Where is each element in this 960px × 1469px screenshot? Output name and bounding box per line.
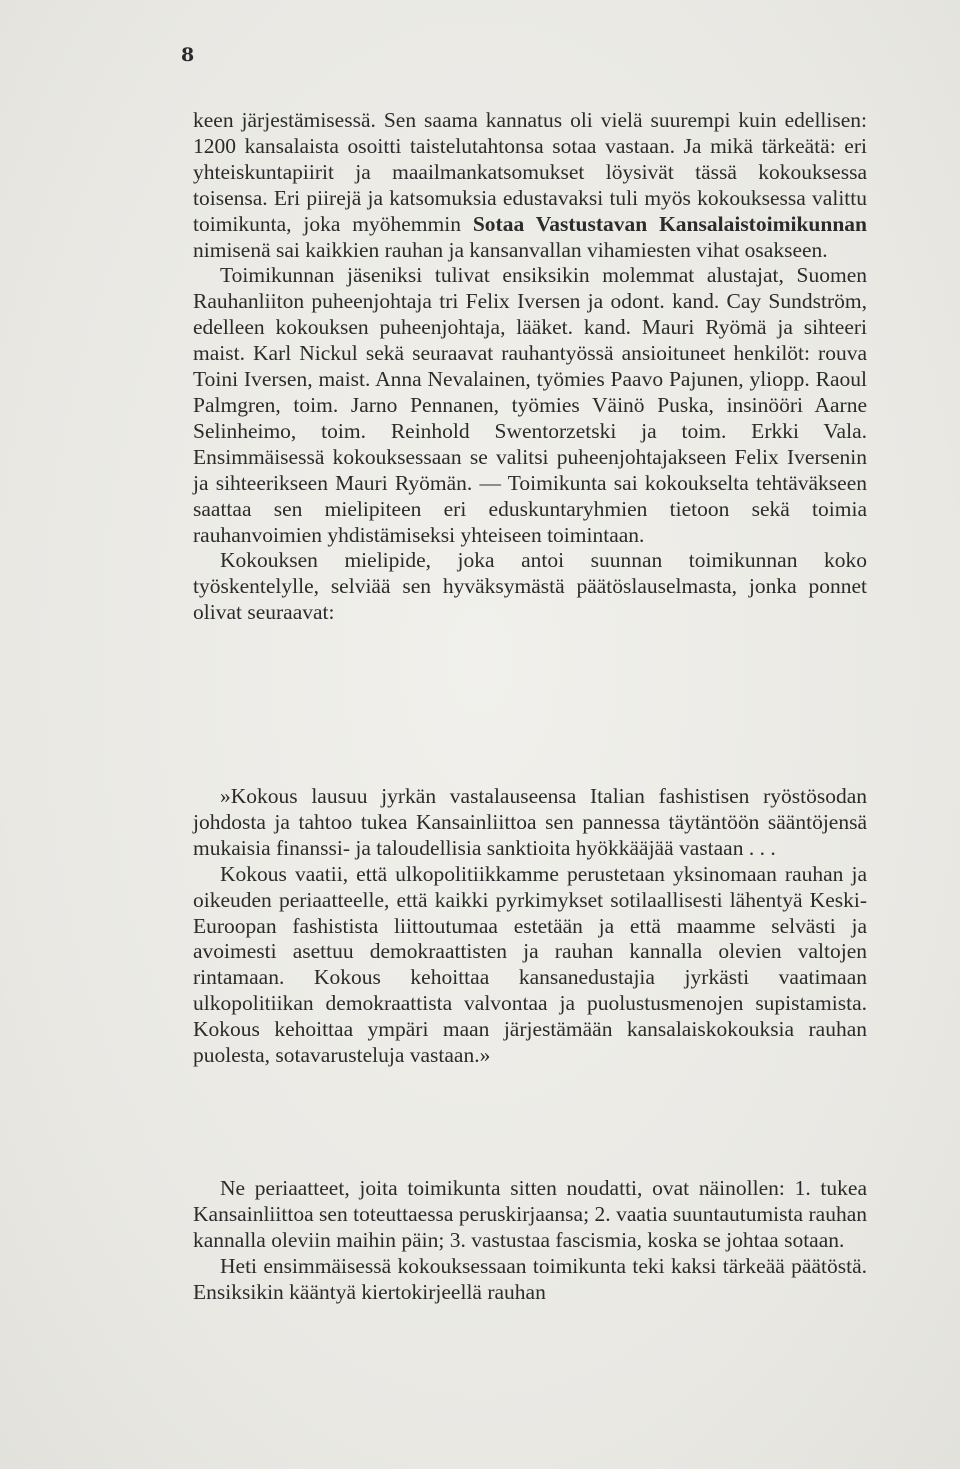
- paragraph-1-text-a: keen järjestämisessä. Sen saama kannatus oli vielä suurempi kuin edellisen: 1200 kansalaista osoitti taistelutahtonsa sotaa vastaan. Ja mikä tärkeätä: eri yhteiskuntapiirit ja maailmankatsomukset löysivät tässä kokouksessa toisensa. Eri piirejä ja katsomuksia edustavaksi tuli myös kokouksessa valittu toimikunta, joka myöhemmin: [193, 108, 867, 236]
- page-number: 8: [181, 44, 195, 66]
- text-block-intro: [193, 108, 867, 626]
- paragraph-1-text-b: nimisenä sai kaikkien rauhan ja kansanvallan vihamiesten vihat osakseen.: [193, 237, 828, 262]
- paragraph-7: Heti ensimmäisessä kokouksessaan toimikunta teki kaksi tärkeää päätöstä. Ensiksikin kääntyä kiertokirjeellä rauhan: [193, 1253, 867, 1304]
- text-block-principles: [193, 1176, 867, 1306]
- paragraph-2: Toimikunnan jäseniksi tulivat ensiksikin molemmat alustajat, Suomen Rauhanliiton puheenjohtaja tri Felix Iversen ja odont. kand. Cay Sundström, edelleen kokouksen puheenjohtaja, lääket. kand. Mauri Ryömä ja sihteeri maist. Karl Nickul sekä seuraavat rauhantyössä ansioituneet henkilöt: rouva Toini Iversen, maist. Anna Nevalainen, työmies Paavo Pajunen, yliopp. Raoul Palmgren, toim. Jarno Pennanen, työmies Väinö Puska, insinööri Aarne Selinheimo, toim. Reinhold Swentorzetski ja toim. Erkki Vala. Ensimmäisessä kokouksessaan se valitsi puheenjohtajakseen Felix Iversenin ja sihteerikseen Mauri Ryömän. — Toimikunta sai kokoukselta tehtäväkseen saattaa sen mielipiteen eri eduskuntaryhmien tietoon sekä toimia rauhanvoimien yhdistämiseksi yhteiseen toimintaan.: [193, 263, 867, 547]
- paragraph-3: Kokouksen mielipide, joka antoi suunnan toimikunnan koko työskentelylle, selviää sen hyväksymästä päätöslauselmasta, jonka ponnet olivat seuraavat:: [193, 548, 867, 625]
- text-block-resolution: [193, 784, 867, 1069]
- paragraph-1-bold-name: Sotaa Vastustavan Kansalaistoimikunnan: [472, 211, 867, 236]
- paragraph-5: Kokous vaatii, että ulkopolitiikkamme perustetaan yksinomaan rauhan ja oikeuden periaatteelle, että kaikki pyrkimykset sotilaallisesti lähentyä Keski-Euroopan fashistista liittoutumaa estetään ja että maamme selvästi ja avoimesti asettuu demokraattisten ja rauhan kannalla olevien valtojen rintamaan. Kokous kehoittaa kansanedustajia jyrkästi vaatimaan ulkopolitiikan demokraattista valvontaa ja puolustusmenojen supistamista. Kokous kehoittaa ympäri maan järjestämään kansalaiskokouksia rauhan puolesta, sotavarusteluja vastaan.»: [193, 861, 867, 1068]
- paragraph-1: [193, 108, 867, 263]
- paragraph-6: Ne periaatteet, joita toimikunta sitten noudatti, ovat näinollen: 1. tukea Kansainliittoa sen toteuttaessa peruskirjaansa; 2. vaatia suuntautumista rauhan kannalla oleviin maihin päin; 3. vastustaa fascismia, koska se johtaa sotaan.: [193, 1176, 867, 1252]
- paragraph-4: »Kokous lausuu jyrkän vastalauseensa Italian fashistisen ryöstösodan johdosta ja tahtoo tukea Kansainliittoa sen pannessa täytäntöön sääntöjensä mukaisia finanssi- ja taloudellisia sanktioita hyökkääjää vastaan . . .: [193, 784, 867, 860]
